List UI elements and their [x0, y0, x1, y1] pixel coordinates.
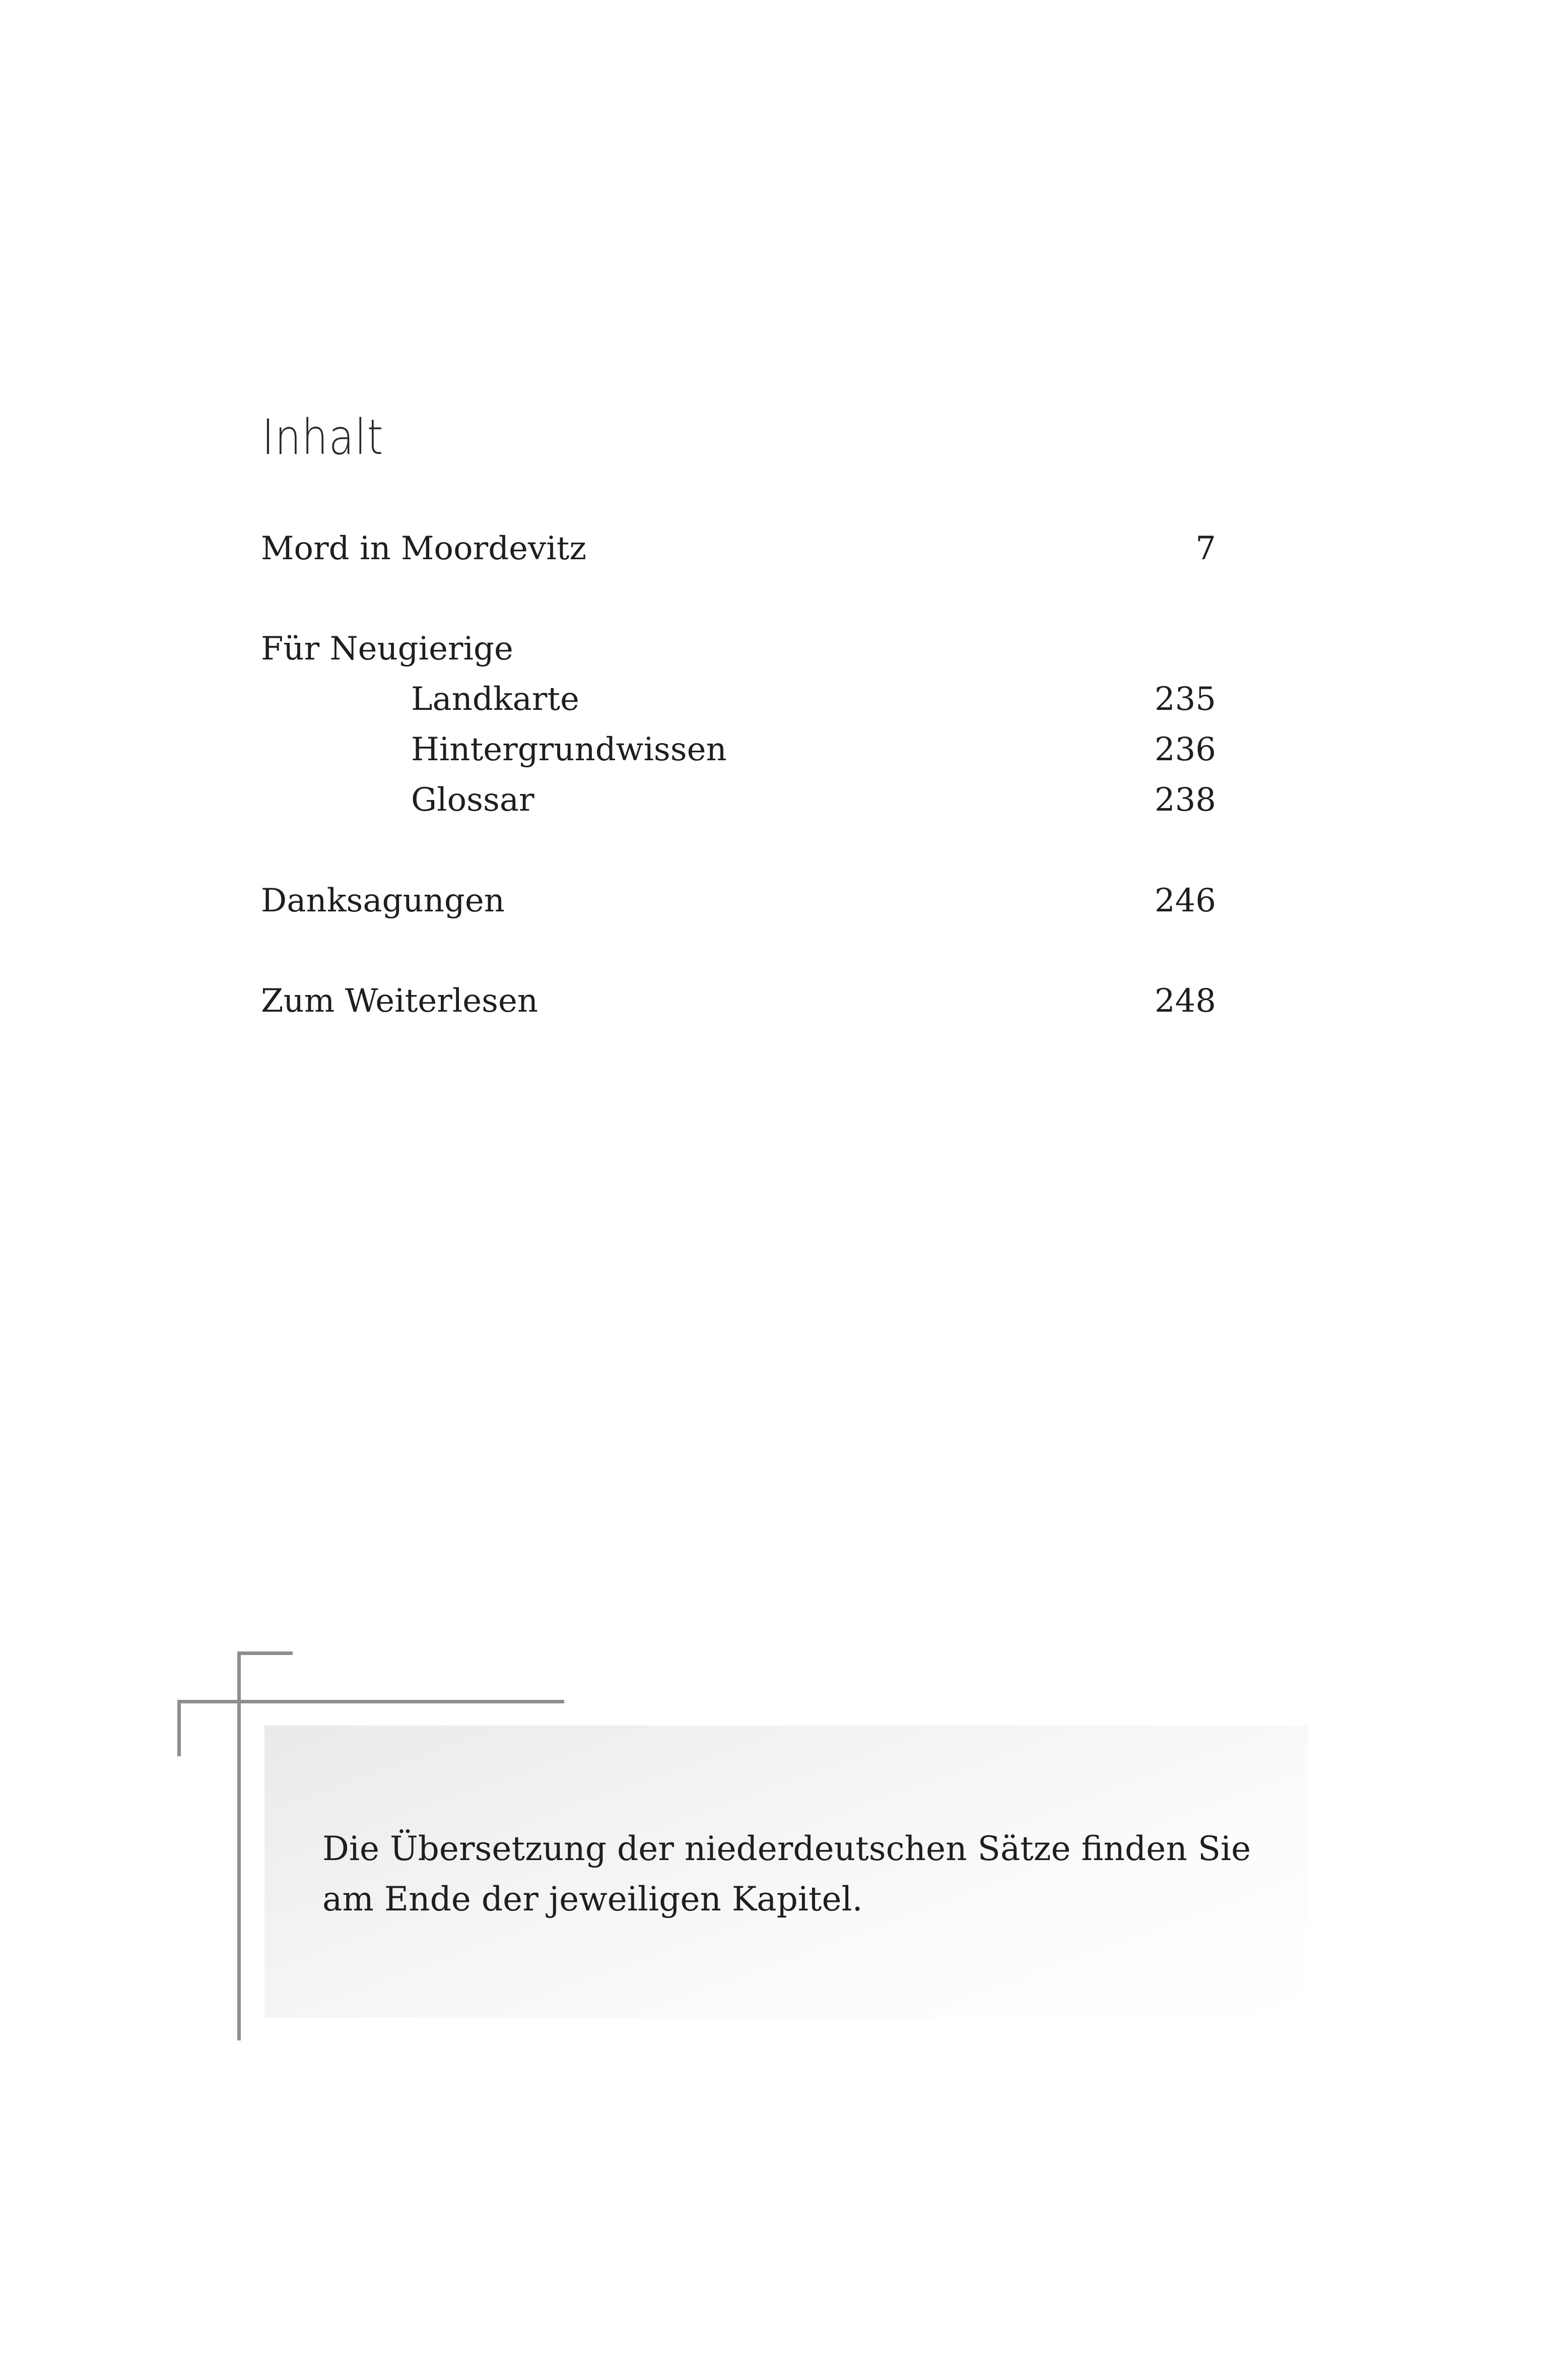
toc-entry-label: Danksagungen	[261, 882, 505, 919]
toc-entry-page: 235	[1154, 681, 1216, 718]
toc-title: Inhalt	[262, 409, 384, 466]
toc-entry-page: 236	[1154, 731, 1216, 768]
toc-entry-landkarte	[261, 677, 1216, 722]
toc-entry-zum-weiterlesen	[261, 978, 1216, 1024]
toc-entry-page: 238	[1154, 781, 1216, 819]
toc-entry-mord-in-moordevitz	[261, 526, 1216, 571]
toc-entry-page: 246	[1154, 882, 1216, 919]
toc-entry-glossar	[261, 777, 1216, 823]
toc-entry-label: Mord in Moordevitz	[261, 530, 587, 567]
toc-entry-label: Landkarte	[411, 681, 579, 718]
toc-entry-label: Für Neugierige	[261, 630, 513, 668]
toc-entry-page: 248	[1154, 982, 1216, 1020]
frame-horizontal-line	[177, 1700, 564, 1703]
toc-entry-label: Hintergrundwissen	[411, 731, 727, 768]
toc-entry-label: Zum Weiterlesen	[261, 982, 539, 1020]
frame-left-stub-line	[177, 1700, 181, 1756]
toc-entry-label: Glossar	[411, 781, 534, 819]
frame-vertical-line	[237, 1651, 241, 2040]
toc-entry-page: 7	[1195, 530, 1216, 567]
frame-top-stub-line	[237, 1651, 293, 1655]
toc-entry-hintergrundwissen	[261, 727, 1216, 772]
toc-entry-fuer-neugierige	[261, 626, 1216, 672]
notice-text: Die Übersetzung der niederdeutschen Sätze finden Sie am Ende der jeweiligen Kapitel.	[322, 1829, 1251, 1919]
toc-entry-danksagungen	[261, 878, 1216, 923]
